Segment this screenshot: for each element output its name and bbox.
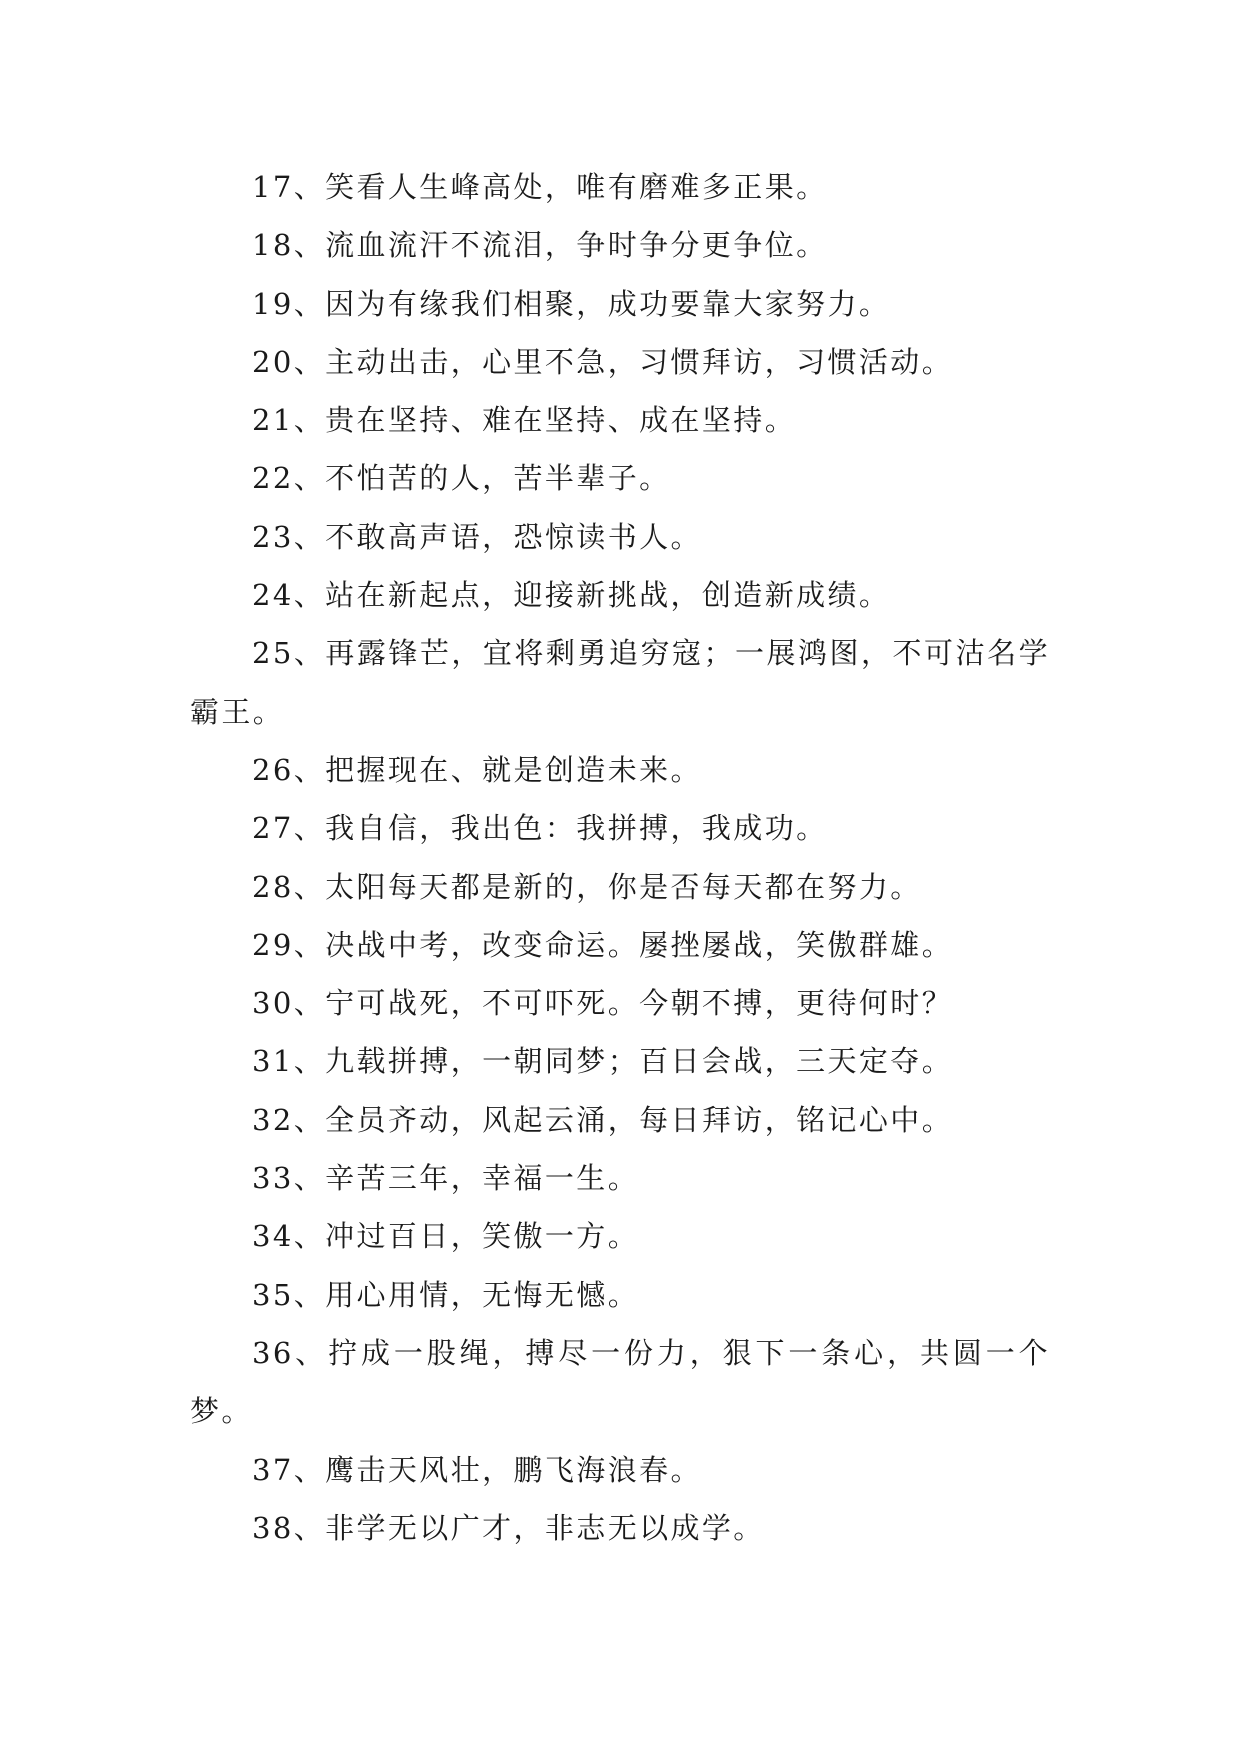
list-item-21: 21、贵在坚持、难在坚持、成在坚持。: [252, 403, 797, 438]
list-item-22: 22、不怕苦的人，苦半辈子。: [252, 461, 671, 496]
list-item-38: 38、非学无以广才，非志无以成学。: [252, 1510, 765, 1545]
list-item-37: 37、鹰击天风壮，鹏飞海浪春。: [252, 1452, 702, 1487]
list-item-17: 17、笑看人生峰高处，唯有磨难多正果。: [252, 170, 828, 204]
list-item-26: 26、把握现在、就是创造未来。: [252, 752, 702, 787]
list-item-19: 19、因为有缘我们相聚，成功要靠大家努力。: [252, 286, 891, 321]
list-item-30: 30、宁可战死，不可吓死。今朝不搏，更待何时？: [252, 986, 954, 1021]
list-item-31: 31、九载拼搏，一朝同梦；百日会战，三天定夺。: [252, 1044, 954, 1079]
list-item-36: 36、拧成一股绳，搏尽一份力，狠下一条心，共圆一个梦。: [190, 1335, 1050, 1429]
list-item-35: 35、用心用情，无悔无憾。: [252, 1277, 640, 1312]
list-item-29: 29、决战中考，改变命运。屡挫屡战，笑傲群雄。: [252, 927, 954, 962]
list-item-34: 34、冲过百日，笑傲一方。: [252, 1219, 640, 1254]
list-item-23: 23、不敢高声语，恐惊读书人。: [252, 519, 702, 554]
list-item-18: 18、流血流汗不流泪，争时争分更争位。: [252, 228, 828, 263]
list-item-25: 25、再露锋芒，宜将剩勇追穷寇；一展鸿图，不可沽名学霸王。: [190, 636, 1050, 729]
list-item-32: 32、全员齐动，风起云涌，每日拜访，铭记心中。: [252, 1102, 954, 1137]
document-body: [190, 158, 1050, 1557]
list-item-33: 33、辛苦三年，幸福一生。: [252, 1161, 640, 1196]
list-item-28: 28、太阳每天都是新的，你是否每天都在努力。: [252, 869, 922, 904]
list-item-24: 24、站在新起点，迎接新挑战，创造新成绩。: [252, 578, 891, 613]
list-item-20: 20、主动出击，心里不急，习惯拜访，习惯活动。: [252, 344, 954, 379]
list-item-27: 27、我自信，我出色：我拼搏，我成功。: [252, 811, 828, 846]
